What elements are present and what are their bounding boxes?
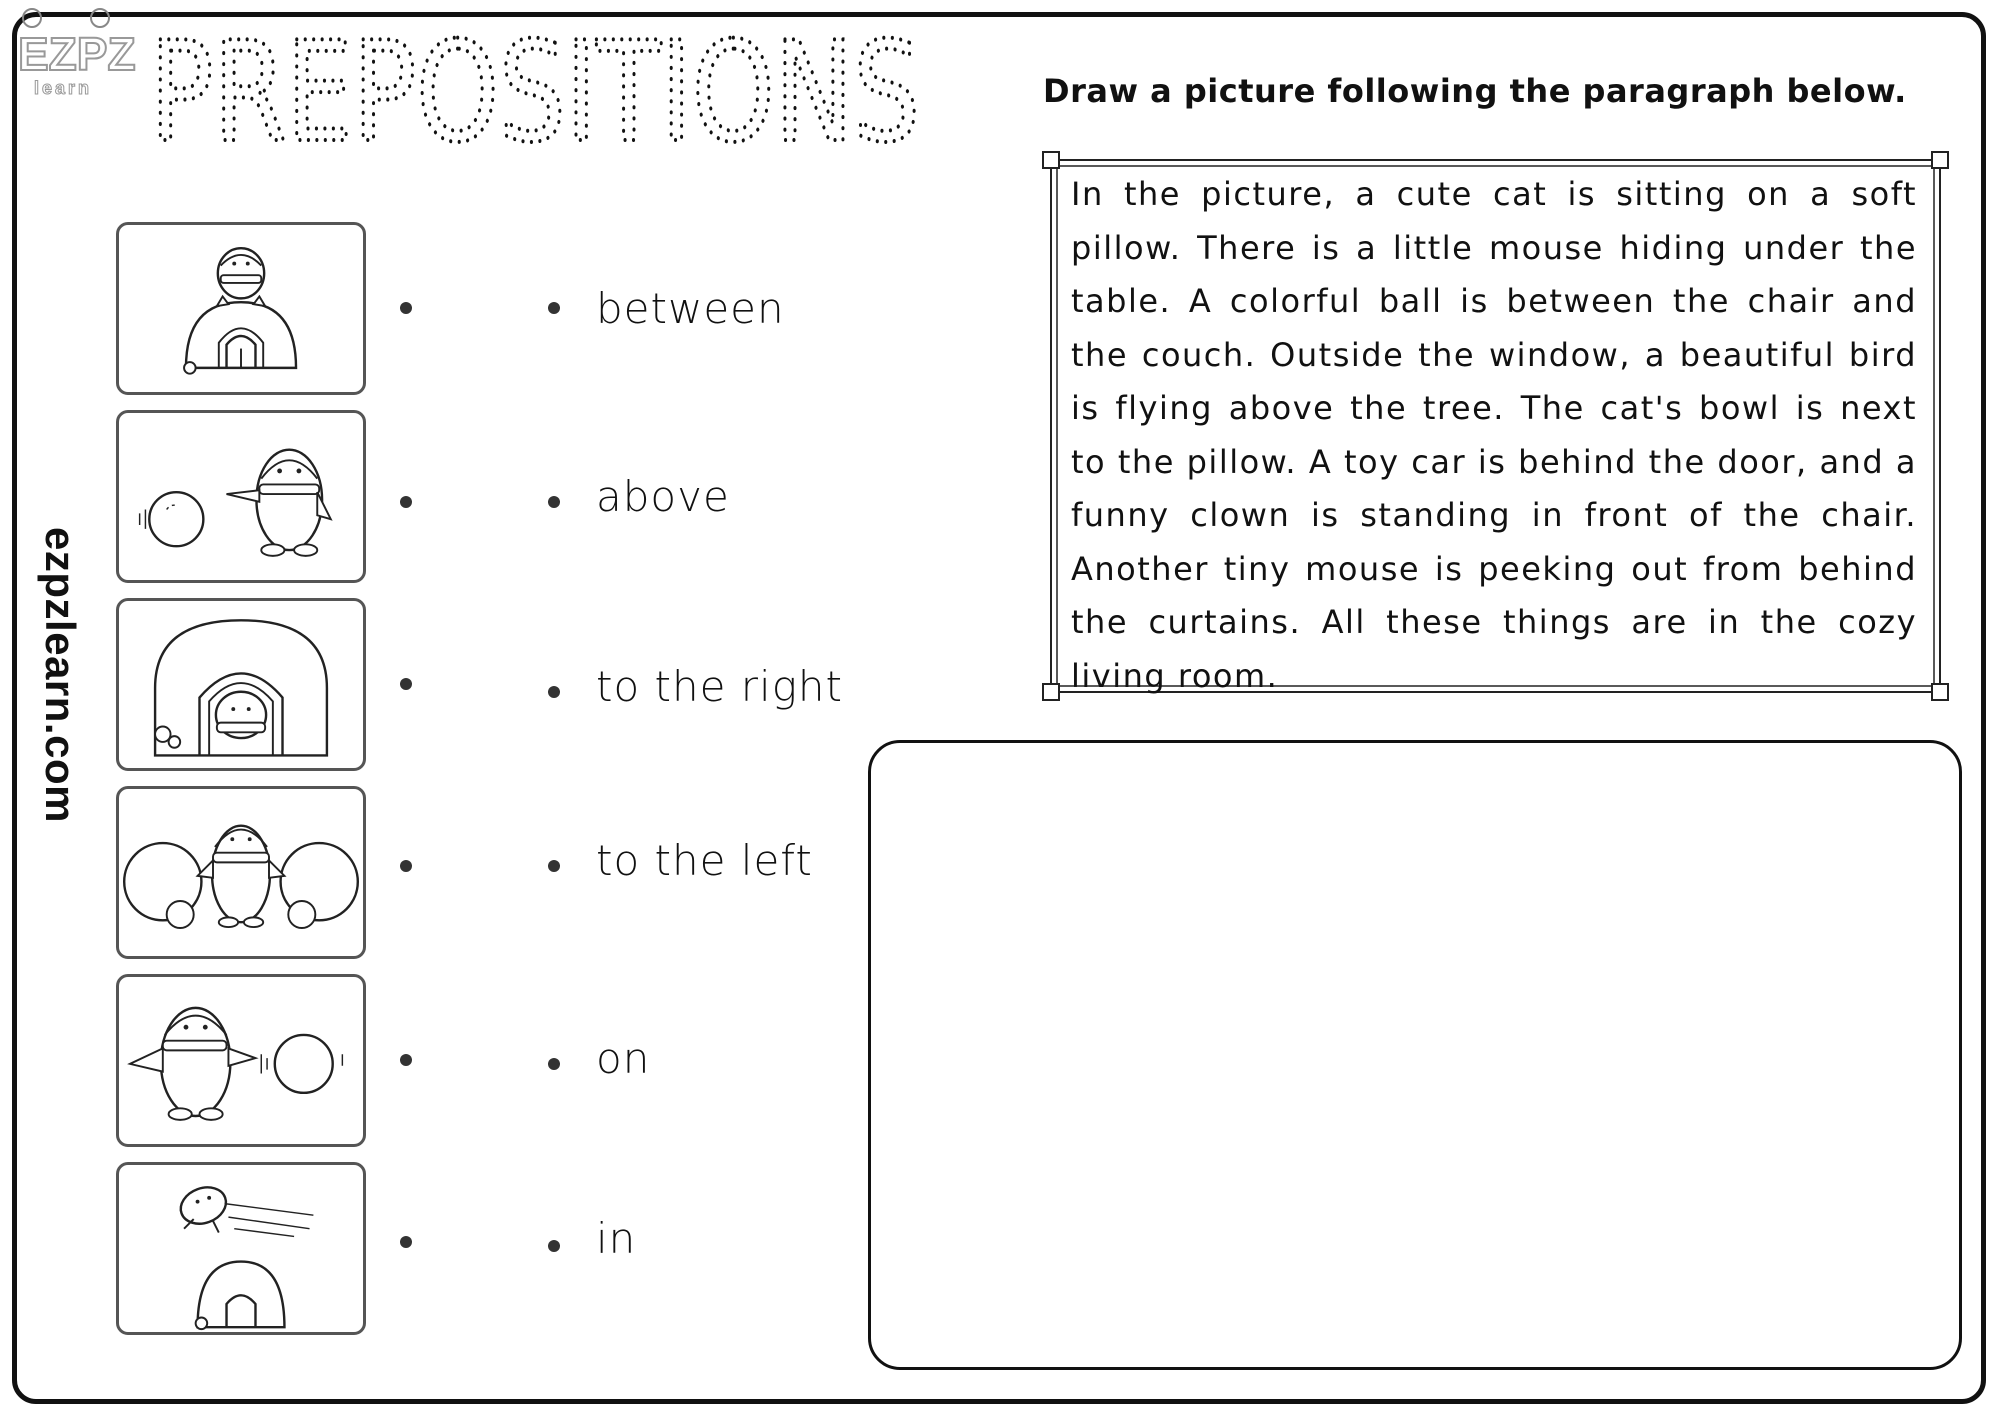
picture-card-on [116, 222, 366, 395]
word-in: in [596, 1214, 637, 1263]
picture-card-to-the-right [116, 974, 366, 1147]
picture-card-above [116, 1162, 366, 1335]
penguin-ball-left-icon [119, 413, 363, 580]
word-on: on [596, 1034, 651, 1083]
match-dot-left[interactable] [400, 860, 412, 872]
penguin-on-igloo-icon [119, 225, 363, 392]
picture-card-to-the-left [116, 410, 366, 583]
word-above: above [596, 472, 730, 521]
side-url [10, 490, 110, 860]
word-to-the-right: to the right [596, 662, 844, 711]
match-dot-right[interactable] [548, 302, 560, 314]
picture-card-in [116, 598, 366, 771]
match-dot-left[interactable] [400, 678, 412, 690]
match-dot-left[interactable] [400, 302, 412, 314]
word-between: between [596, 284, 785, 333]
title-text: PREPOSITIONS [150, 12, 920, 173]
match-dot-left[interactable] [400, 1054, 412, 1066]
match-dot-left[interactable] [400, 496, 412, 508]
word-to-the-left: to the left [596, 836, 813, 885]
penguin-between-balls-icon [119, 789, 363, 956]
side-url-text: ezpzlearn.com [37, 527, 84, 823]
match-dot-right[interactable] [548, 1058, 560, 1070]
match-dot-right[interactable] [548, 686, 560, 698]
logo-subtext: learn [34, 78, 93, 98]
ezpz-logo [14, 8, 134, 98]
paragraph-text: In the picture, a cute cat is sitting on a soft pillow. There is a little mouse hiding under the table. A colorful ball is between the chair and the couch. Outside the window, a beautiful bird is flying above the tree. The cat's bowl is next to the pillow. A toy car is behind the door, and a funny clown is standing in front of the chair. Another tiny mouse is peeking out from behind the curtains. All these things are in the cozy living room. [1071, 175, 1917, 695]
match-dot-right[interactable] [548, 1240, 560, 1252]
logo-text: EZPZ [18, 28, 136, 80]
drawing-area[interactable] [868, 740, 1962, 1370]
paragraph-frame [1043, 150, 1948, 702]
page-title [150, 12, 930, 173]
penguin-ball-right-icon [119, 977, 363, 1144]
penguin-above-igloo-icon [119, 1165, 363, 1332]
match-dot-left[interactable] [400, 1236, 412, 1248]
match-dot-right[interactable] [548, 496, 560, 508]
penguin-in-igloo-icon [119, 601, 363, 768]
match-dot-right[interactable] [548, 860, 560, 872]
picture-card-between [116, 786, 366, 959]
instruction-heading: Draw a picture following the paragraph below. [1043, 72, 1907, 110]
